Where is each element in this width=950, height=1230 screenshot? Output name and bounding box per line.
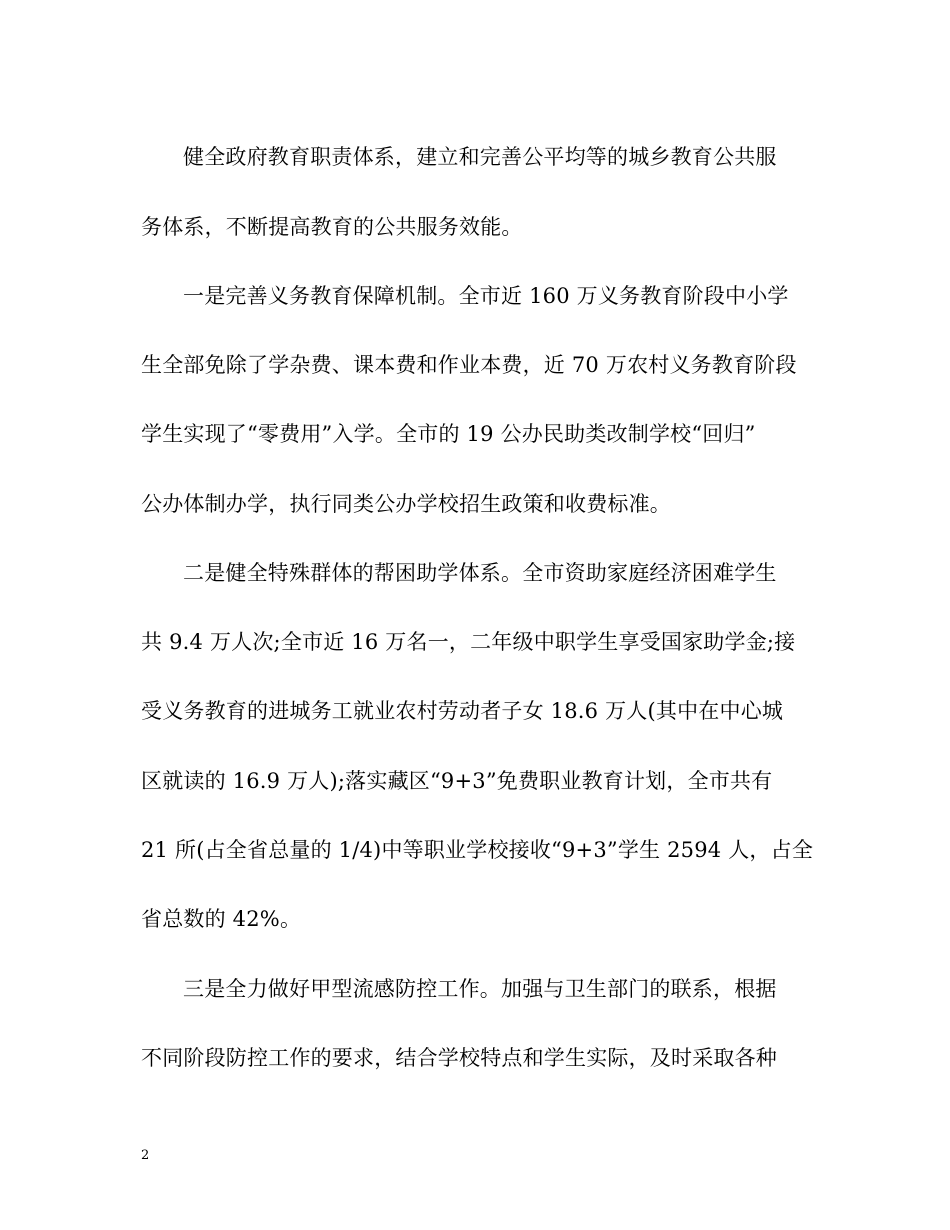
text-line: 一是完善义务教育保障机制。全市近 160 万义务教育阶段中小学 [183, 284, 789, 308]
text-line: 共 9.4 万人次;全市近 16 万名一，二年级中职学生享受国家助学金;接 [141, 630, 796, 654]
text-line: 区就读的 16.9 万人);落实藏区“9+3”免费职业教育计划，全市共有 [141, 769, 773, 793]
text-line: 公办体制办学，执行同类公办学校招生政策和收费标准。 [141, 492, 671, 516]
text-line: 生全部免除了学杂费、课本费和作业本费，近 70 万农村义务教育阶段 [141, 353, 797, 377]
text-line: 务体系，不断提高教育的公共服务效能。 [141, 215, 523, 239]
text-line: 不同阶段防控工作的要求，结合学校特点和学生实际，及时采取各种 [141, 1046, 777, 1070]
text-line: 受义务教育的进城务工就业农村劳动者子女 18.6 万人(其中在中心城 [141, 699, 784, 723]
text-line: 健全政府教育职责体系，建立和完善公平均等的城乡教育公共服 [183, 145, 777, 169]
text-line: 21 所(占全省总量的 1/4)中等职业学校接收“9+3”学生 2594 人，占全 [141, 838, 814, 862]
page-number: 2 [141, 1148, 150, 1163]
text-line: 三是全力做好甲型流感防控工作。加强与卫生部门的联系，根据 [183, 977, 777, 1001]
text-line: 学生实现了“零费用”入学。全市的 19 公办民助类改制学校“回归” [141, 422, 756, 446]
text-line: 省总数的 42%。 [141, 907, 302, 931]
text-line: 二是健全特殊群体的帮困助学体系。全市资助家庭经济困难学生 [183, 561, 777, 585]
